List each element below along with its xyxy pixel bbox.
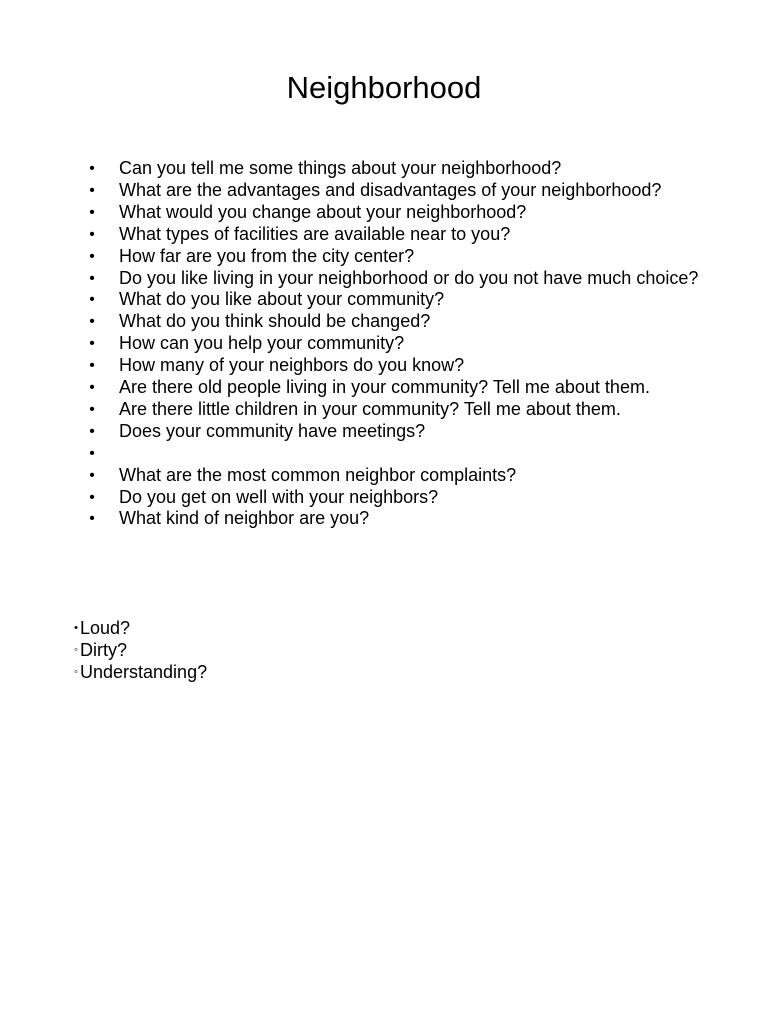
list-item <box>0 399 768 421</box>
list-item <box>0 268 768 290</box>
question-text: How can you help your community? <box>119 333 405 354</box>
list-item <box>0 355 768 377</box>
question-text: Can you tell me some things about your neighborhood? <box>119 158 562 178</box>
bullet-icon: • <box>89 488 95 506</box>
question-text: What do you like about your community? <box>119 289 445 310</box>
sub-item-text: Understanding? <box>80 661 208 682</box>
list-item <box>0 246 768 268</box>
question-text: What types of facilities are available near to you? <box>119 223 511 244</box>
question-text: Are there little children in your community? Tell me about them. <box>119 398 621 419</box>
sub-option-list <box>0 618 207 684</box>
list-item <box>0 224 768 246</box>
question-text: What do you think should be changed? <box>119 311 431 332</box>
list-item <box>0 421 768 443</box>
list-item <box>0 465 768 487</box>
list-item <box>0 289 768 311</box>
bullet-icon: • <box>89 400 95 418</box>
bullet-icon: • <box>89 444 95 462</box>
bullet-icon: • <box>89 313 95 331</box>
question-text: How far are you from the city center? <box>119 245 415 266</box>
list-item <box>0 487 768 509</box>
sub-list-item <box>0 618 207 640</box>
question-text: Do you like living in your neighborhood or do you not have much choice? <box>119 267 699 288</box>
list-item <box>0 377 768 399</box>
sub-item-text: Loud? <box>80 618 131 638</box>
hollow-bullet-icon: ◦ <box>74 665 78 678</box>
bullet-icon: • <box>89 422 95 440</box>
list-item <box>0 508 768 530</box>
bullet-icon: • <box>89 357 95 375</box>
bullet-icon: • <box>89 247 95 265</box>
question-text: What would you change about your neighborhood? <box>119 201 527 222</box>
list-item <box>0 311 768 333</box>
bullet-icon: • <box>89 181 95 199</box>
bullet-icon: • <box>89 269 95 287</box>
question-text: What are the most common neighbor complaints? <box>119 464 517 485</box>
bullet-icon: • <box>89 379 95 397</box>
question-text: Does your community have meetings? <box>119 420 426 441</box>
question-text: What are the advantages and disadvantages of your neighborhood? <box>119 179 662 200</box>
bullet-icon: • <box>74 622 78 634</box>
sub-list-item <box>0 640 207 662</box>
question-text: What kind of neighbor are you? <box>119 508 370 529</box>
list-item-empty <box>0 443 768 465</box>
list-item <box>0 333 768 355</box>
sub-list-item <box>0 662 207 684</box>
list-item <box>0 202 768 224</box>
bullet-icon: • <box>89 510 95 528</box>
bullet-icon: • <box>89 291 95 309</box>
bullet-icon: • <box>89 225 95 243</box>
question-text: How many of your neighbors do you know? <box>119 355 465 376</box>
list-item <box>0 158 768 180</box>
question-text: Are there old people living in your community? Tell me about them. <box>119 377 650 398</box>
sub-item-text: Dirty? <box>80 639 128 660</box>
bullet-icon: • <box>89 160 95 177</box>
question-text: Do you get on well with your neighbors? <box>119 486 439 507</box>
bullet-icon: • <box>89 466 95 484</box>
question-list <box>0 158 768 530</box>
bullet-icon: • <box>89 203 95 221</box>
hollow-bullet-icon: ◦ <box>74 643 78 656</box>
list-item <box>0 180 768 202</box>
document-title: Neighborhood <box>286 70 482 105</box>
bullet-icon: • <box>89 335 95 353</box>
